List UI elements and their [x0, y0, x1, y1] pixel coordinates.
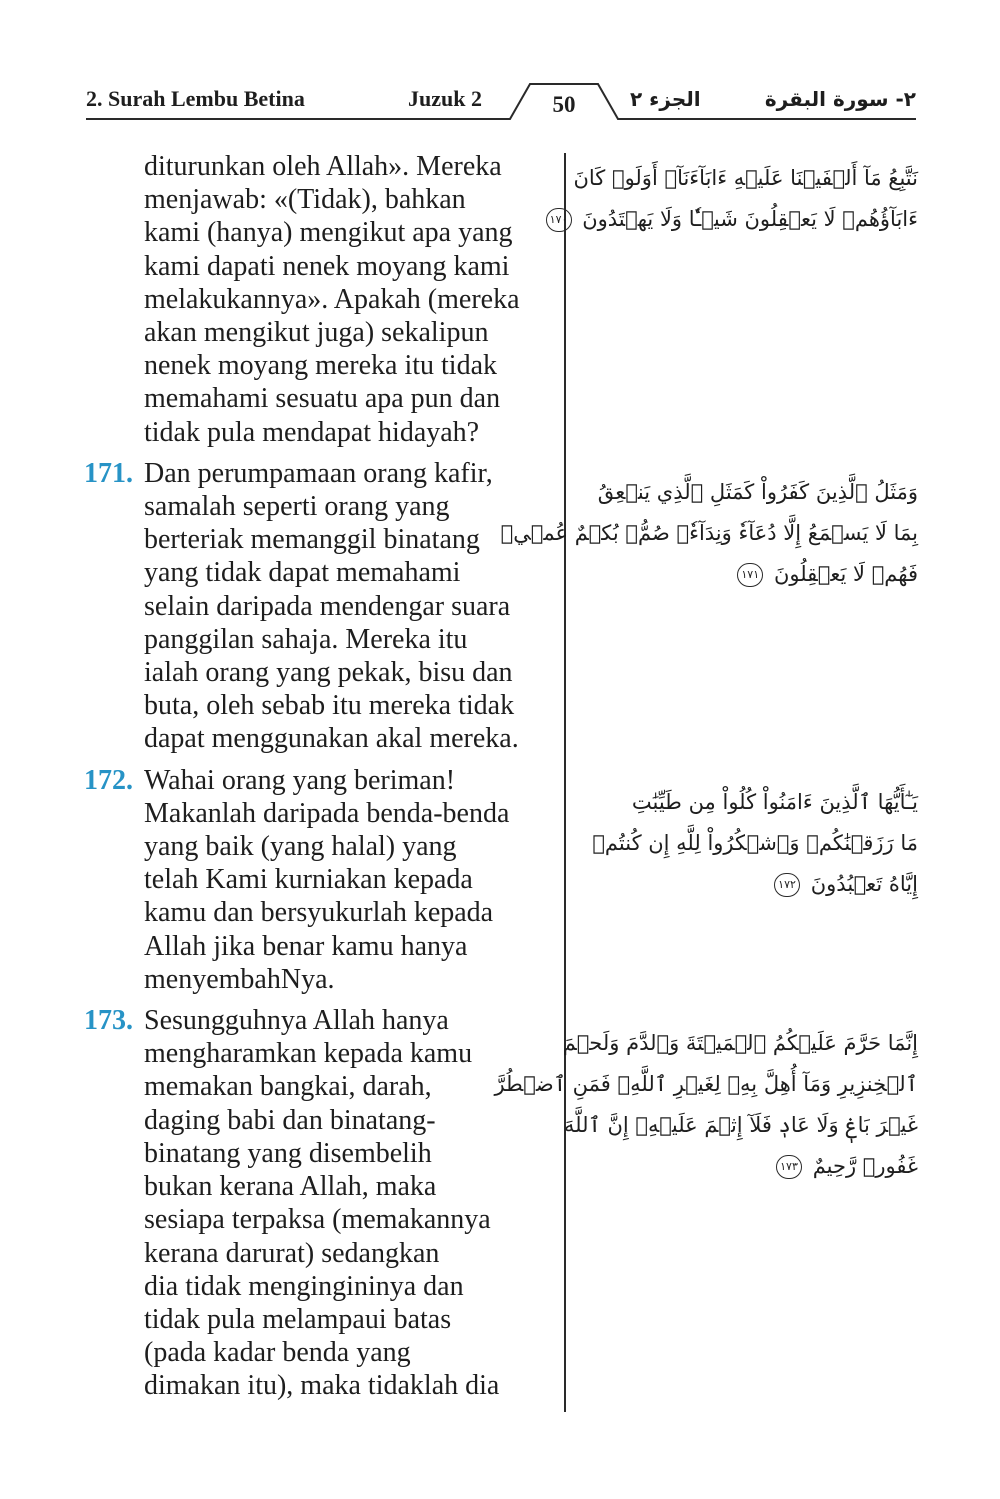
text-line: mengharamkan kepada kamu	[144, 1038, 473, 1070]
arabic-line	[576, 554, 918, 595]
ayah-end-marker: ١٧٢	[774, 873, 800, 897]
text-line: Wahai orang yang beriman!	[144, 764, 456, 796]
arabic-text: غَيۡرَ بَاغٖ وَلَا عَادٖ فَلَآ إِثۡمَ عَلَيۡهِۚ إِنَّ ٱللَّهَ	[563, 1113, 918, 1137]
text-line: ialah orang yang pekak, bisu dan	[144, 657, 513, 689]
text-line: kami dapati nenek moyang kami	[144, 250, 510, 282]
translation-ayah-173	[84, 1004, 554, 1402]
verse-number: 171.	[84, 457, 133, 489]
text-line: samalah seperti orang yang	[144, 491, 450, 523]
text-line: menjawab: «(Tidak), bahkan	[144, 184, 466, 216]
arabic-line	[562, 1023, 918, 1064]
text-line: dimakan itu), maka tidaklah dia	[144, 1370, 500, 1402]
translation-ayah-172	[84, 764, 554, 996]
text-line: yang baik (yang halal) yang	[144, 831, 457, 863]
arabic-line	[576, 472, 918, 513]
arabic-text: نَتَّبِعُ مَآ أَلۡفَيۡنَا عَلَيۡهِ ءَابَآءَنَآۚ أَوَلَوۡ كَانَ	[573, 166, 918, 190]
text-line: tidak pula mendapat hidayah?	[144, 416, 480, 448]
translation-text	[144, 764, 554, 996]
page-number: 50	[552, 92, 576, 117]
text-line: kerana darurat) sedangkan	[144, 1237, 440, 1269]
text-line: yang tidak dapat memahami	[144, 557, 461, 589]
text-line: nenek moyang mereka itu tidak	[144, 350, 497, 382]
text-line: binatang yang disembelih	[144, 1137, 432, 1169]
text-line: dia tidak mengingininya dan	[144, 1270, 464, 1302]
arabic-text: إِيَّاهُ تَعۡبُدُونَ	[810, 872, 918, 896]
text-line: kamu dan bersyukurlah kepada	[144, 897, 494, 929]
text-line: telah Kami kurniakan kepada	[144, 864, 473, 896]
text-line: Allah jika benar kamu hanya	[144, 930, 468, 962]
text-line: buta, oleh sebab itu mereka tidak	[144, 690, 515, 722]
arabic-line	[576, 864, 918, 905]
arabic-text: وَمَثَلُ ٱلَّذِينَ كَفَرُواْ كَمَثَلِ ٱلَّذِي يَنۡعِقُ	[597, 480, 918, 504]
arabic-ayah-171	[500, 472, 918, 595]
translation-text	[144, 150, 554, 449]
text-line: dapat menggunakan akal mereka.	[144, 723, 519, 755]
arabic-text: بِمَا لَا يَسۡمَعُ إِلَّا دُعَآءٗ وَنِدَآءٗۚ صُمُّۢ بُكۡمٌ عُمۡيٞ	[500, 521, 918, 545]
text-line: bukan kerana Allah, maka	[144, 1171, 437, 1203]
juzuk-label-latin: Juzuk 2	[408, 86, 482, 111]
arabic-text: ٱلۡخِنزِيرِ وَمَآ أُهِلَّ بِهِۦ لِغَيۡرِ ٱللَّهِۖ فَمَنِ ٱضۡطُرَّ	[494, 1072, 918, 1096]
arabic-line	[576, 1146, 918, 1187]
arabic-line	[549, 199, 918, 240]
arabic-ayah-170	[549, 158, 918, 240]
arabic-text: فَهُمۡ لَا يَعۡقِلُونَ	[773, 562, 918, 586]
text-line: daging babi dan binatang-	[144, 1104, 436, 1136]
text-line: akan mengikut juga) sekalipun	[144, 317, 489, 349]
text-line: menyembahNya.	[144, 963, 335, 995]
text-line: selain daripada mendengar suara	[144, 590, 511, 622]
text-line: Sesungguhnya Allah hanya	[144, 1005, 449, 1037]
translation-continuation	[84, 150, 554, 449]
translation-column	[84, 150, 554, 1411]
text-line: berteriak memanggil binatang	[144, 524, 480, 556]
text-line: tidak pula melampaui batas	[144, 1303, 452, 1335]
text-line: panggilan sahaja. Mereka itu	[144, 623, 468, 655]
juz-label-arabic: الجزء ٢	[630, 87, 701, 111]
ayah-end-marker: ١٧٠	[546, 208, 572, 232]
translation-text	[144, 1004, 554, 1402]
arabic-ayah-172	[576, 782, 918, 905]
text-line: Dan perumpamaan orang kafir,	[144, 457, 493, 489]
text-line: melakukannya». Apakah (mereka	[144, 283, 520, 315]
surah-title-arabic: ٢- سورة البقرة	[764, 87, 916, 111]
arabic-text: غَفُورٞ رَّحِيمٌ	[812, 1154, 918, 1178]
ayah-end-marker: ١٧٣	[776, 1155, 802, 1179]
arabic-text: ءَابَآؤُهُمۡ لَا يَعۡقِلُونَ شَيۡـٔٗا وَلَا يَهۡتَدُونَ	[582, 207, 918, 231]
arabic-text: يَـٰٓأَيُّهَا ٱلَّذِينَ ءَامَنُواْ كُلُواْ مِن طَيِّبَٰتِ	[631, 790, 918, 814]
arabic-line	[573, 158, 918, 199]
verse-number: 173.	[84, 1005, 133, 1037]
text-line: memahami sesuatu apa pun dan	[144, 383, 501, 415]
arabic-line	[576, 782, 918, 823]
ayah-end-marker: ١٧١	[737, 563, 763, 587]
arabic-ayah-173	[494, 1023, 918, 1187]
arabic-text: إِنَّمَا حَرَّمَ عَلَيۡكُمُ ٱلۡمَيۡتَةَ وَٱلدَّمَ وَلَحۡمَ	[562, 1031, 918, 1055]
arabic-text: مَا رَزَقۡنَٰكُمۡ وَٱشۡكُرُواْ لِلَّهِ إِن كُنتُمۡ	[592, 831, 918, 855]
verse-number	[84, 150, 144, 449]
arabic-line	[576, 823, 918, 864]
verse-number: 172.	[84, 764, 133, 796]
text-line: kami (hanya) mengikut apa yang	[144, 217, 513, 249]
text-line: memakan bangkai, darah,	[144, 1071, 432, 1103]
column-divider	[564, 153, 566, 1412]
text-line: diturunkan oleh Allah». Mereka	[144, 151, 502, 182]
arabic-line	[500, 513, 918, 554]
arabic-line	[563, 1105, 918, 1146]
arabic-line	[494, 1064, 918, 1105]
surah-title-latin: 2. Surah Lembu Betina	[86, 86, 305, 111]
translation-ayah-171	[84, 457, 554, 756]
translation-text	[144, 457, 554, 756]
text-line: (pada kadar benda yang	[144, 1337, 411, 1369]
text-line: sesiapa terpaksa (memakannya	[144, 1204, 491, 1236]
text-line: Makanlah daripada benda-benda	[144, 797, 510, 829]
